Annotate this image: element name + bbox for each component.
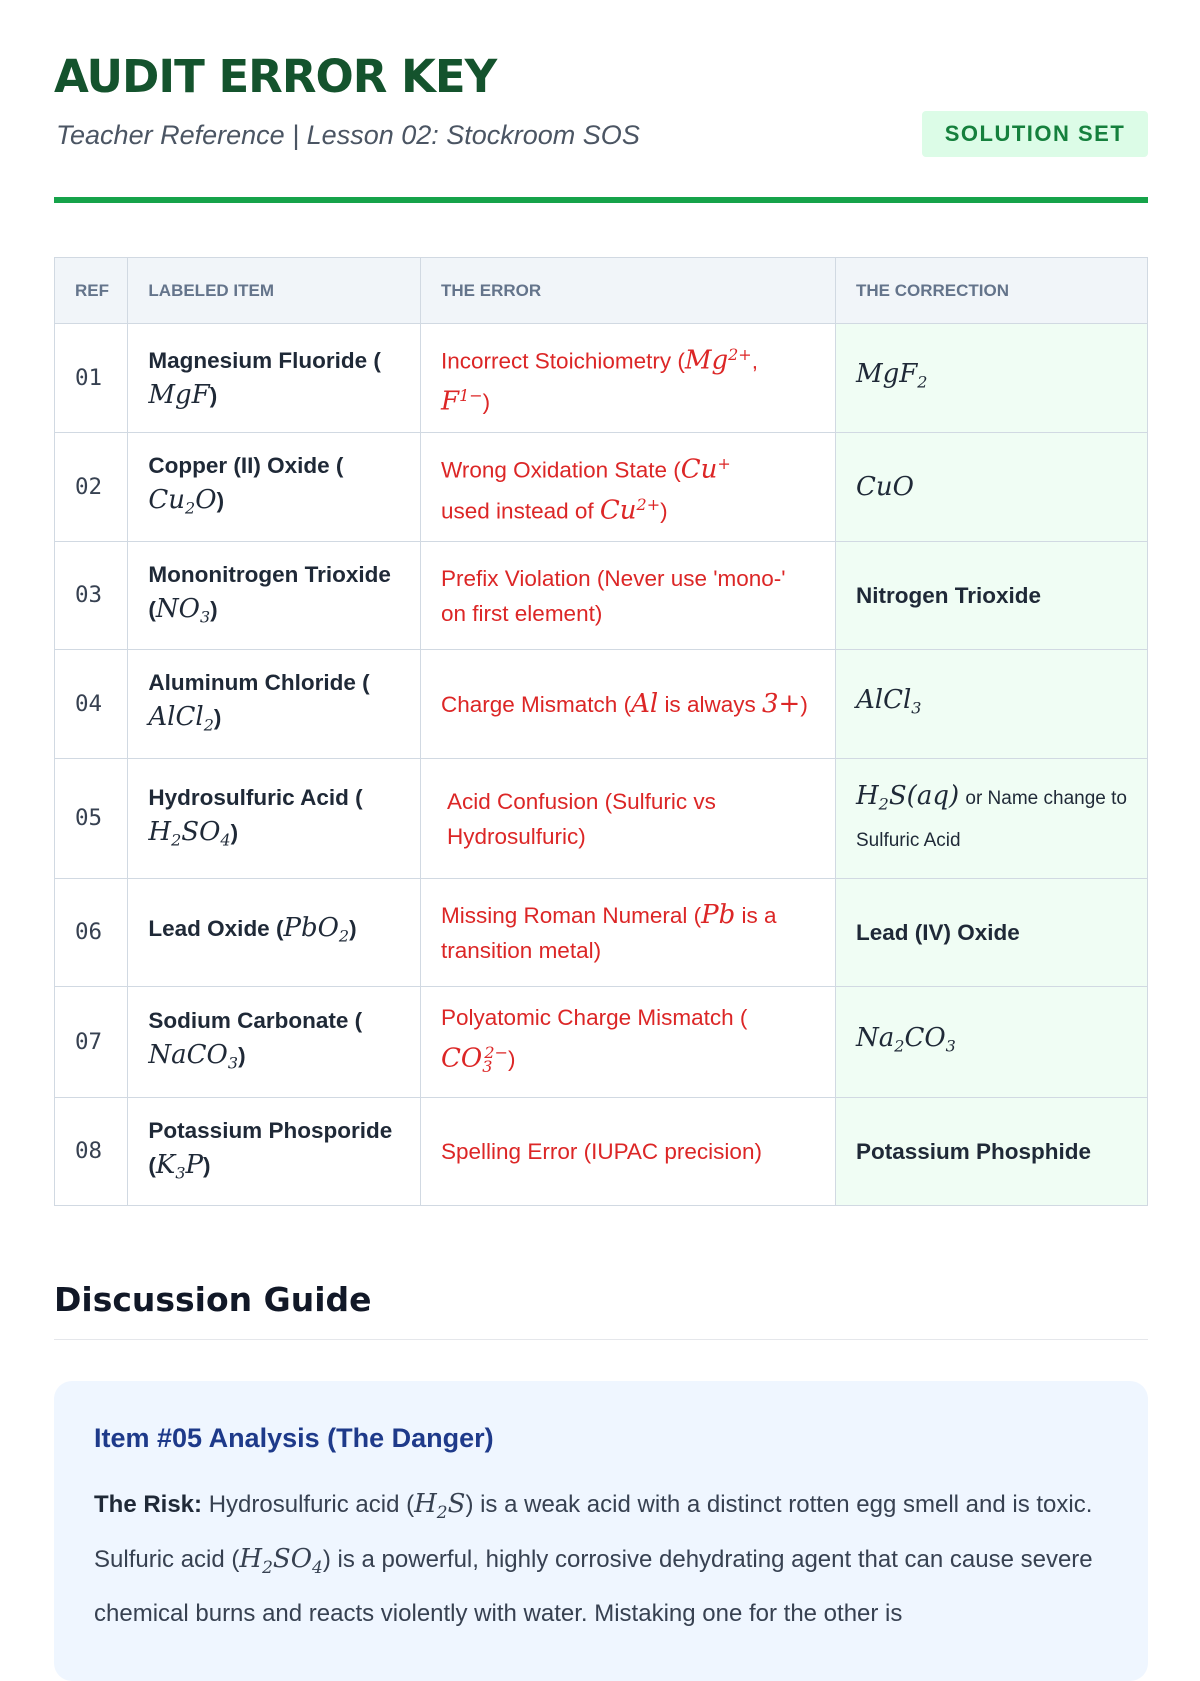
error-description: Acid Confusion (Sulfuric vs Hydrosulfuric) (421, 759, 836, 879)
correction: $H_2S(aq)$ or Name change to Sulfuric Acid (835, 759, 1147, 879)
page-subtitle: Teacher Reference | Lesson 02: Stockroom SOS (56, 120, 640, 150)
table-row (55, 987, 1148, 1098)
table-row (55, 879, 1148, 987)
table-row (55, 650, 1148, 759)
table-row (55, 433, 1148, 542)
table-header-row (55, 258, 1148, 324)
discussion-guide-heading: Discussion Guide (54, 1280, 372, 1319)
page-title: AUDIT ERROR KEY (54, 50, 497, 103)
correction: $Na_2CO_3$ (835, 987, 1147, 1098)
column-header-ref: REF (55, 258, 128, 324)
row-ref: 04 (55, 650, 128, 759)
labeled-item: Mononitrogen Trioxide $(NO_3)$ (128, 542, 421, 650)
row-ref: 06 (55, 879, 128, 987)
row-ref: 03 (55, 542, 128, 650)
solution-set-badge: SOLUTION SET (922, 111, 1148, 157)
analysis-card-title: Item #05 Analysis (The Danger) (94, 1423, 494, 1453)
labeled-item: Lead Oxide (PbO$_2$) (128, 879, 421, 987)
table-row (55, 324, 1148, 433)
correction: Potassium Phosphide (835, 1098, 1147, 1206)
labeled-item: Hydrosulfuric Acid ( $H_2SO_4$) (128, 759, 421, 879)
table-row (55, 759, 1148, 879)
error-description: Charge Mismatch (Al is always 3+) (421, 650, 836, 759)
correction: Lead (IV) Oxide (835, 879, 1147, 987)
error-description: Missing Roman Numeral (Pb is a transition metal) (421, 879, 836, 987)
error-description: Prefix Violation (Never use 'mono-' on first element) (421, 542, 836, 650)
row-ref: 08 (55, 1098, 128, 1206)
risk-label: The Risk: (94, 1491, 203, 1518)
row-ref: 02 (55, 433, 128, 542)
analysis-card-body: The Risk: Hydrosulfuric acid $(H_2S)$ is a weak acid with a distinct rotten egg smell and is toxic. Sulfuric acid $(H_2SO_4)$ is a powerful, highly corrosive dehydrating agent that can cause severe chemical burns and reacts violently with water. Mistaking one for the other is (94, 1489, 1093, 1627)
table-row (55, 542, 1148, 650)
error-description: Polyatomic Charge Mismatch ( $CO_3^{2-}$) (421, 987, 836, 1098)
table-row (55, 1098, 1148, 1206)
column-header-error: THE ERROR (421, 258, 836, 324)
labeled-item: Potassium Phosporide $(K_3P)$ (128, 1098, 421, 1206)
correction: CuO (835, 433, 1147, 542)
analysis-card (54, 1381, 1148, 1681)
audit-error-table (54, 257, 1148, 1206)
correction: AlCl$_3$ (835, 650, 1147, 759)
labeled-item: Aluminum Chloride ( AlCl$_2$) (128, 650, 421, 759)
labeled-item: Magnesium Fluoride ( MgF) (128, 324, 421, 433)
discussion-divider (54, 1339, 1148, 1340)
error-description: Spelling Error (IUPAC precision) (421, 1098, 836, 1206)
labeled-item: Copper (II) Oxide ( $Cu_2O$) (128, 433, 421, 542)
column-header-labeled-item: LABELED ITEM (128, 258, 421, 324)
row-ref: 05 (55, 759, 128, 879)
error-description: Wrong Oxidation State (Cu+ used instead of $Cu^{2+}$) (421, 433, 836, 542)
error-description: Incorrect Stoichiometry ($Mg^{2+}$, $F^{1-}$) (421, 324, 836, 433)
labeled-item: Sodium Carbonate ( NaCO$_3$) (128, 987, 421, 1098)
row-ref: 01 (55, 324, 128, 433)
correction: Nitrogen Trioxide (835, 542, 1147, 650)
row-ref: 07 (55, 987, 128, 1098)
header-divider (54, 197, 1148, 203)
correction: MgF$_2$ (835, 324, 1147, 433)
column-header-correction: THE CORRECTION (835, 258, 1147, 324)
